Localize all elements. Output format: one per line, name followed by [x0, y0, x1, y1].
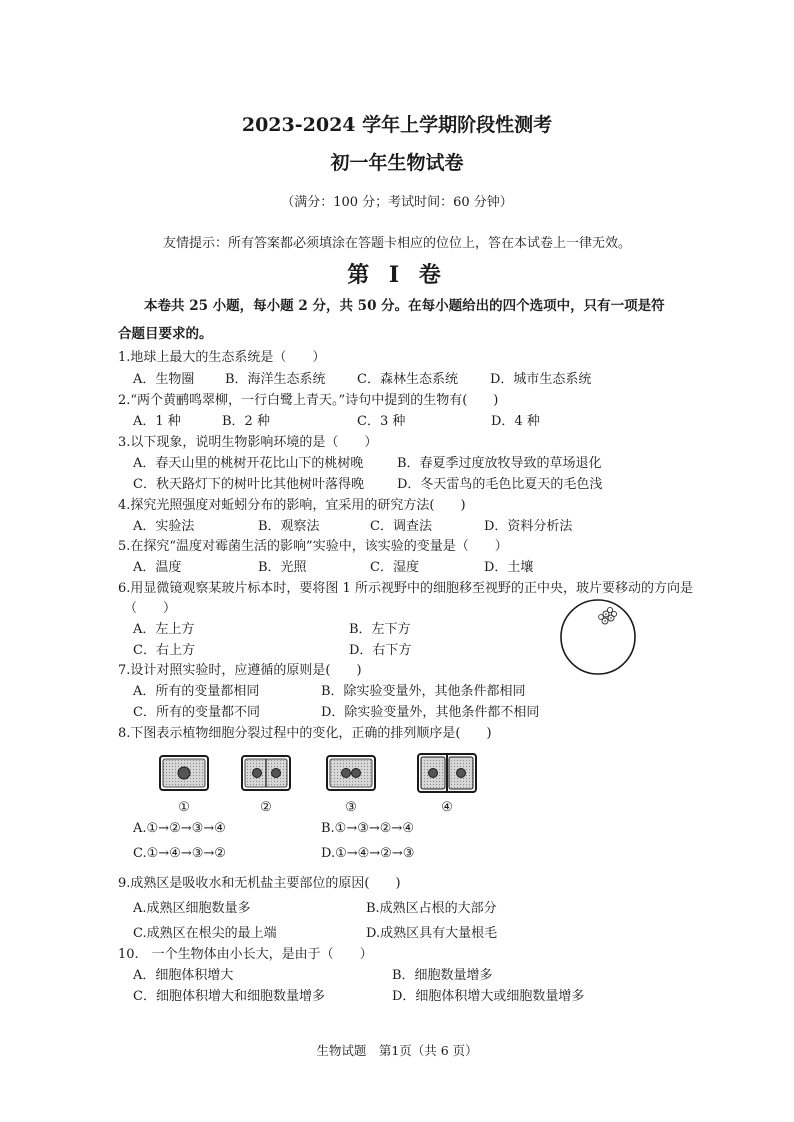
q6-option-b: B．左下方	[349, 622, 411, 637]
volume-heading: 第 Ⅰ 卷	[347, 262, 447, 288]
q10-option-b: B．细胞数量增多	[392, 968, 493, 983]
q7-option-c: C．所有的变量都不同	[133, 705, 260, 720]
q8-option-a: A.①→②→③→④	[133, 821, 226, 836]
q9-option-c: C.成熟区在根尖的最上端	[133, 926, 277, 941]
q5-option-b: B．光照	[258, 560, 307, 575]
page-footer: 生物试题 第1页（共 6 页）	[316, 1043, 478, 1058]
q2-option-a: A．1 种	[133, 414, 181, 429]
figure-label-3: ③	[345, 800, 357, 815]
q4-option-d: D．资料分析法	[484, 519, 573, 534]
q2-option-c: C．3 种	[357, 414, 406, 429]
q9-option-d: D.成熟区具有大量根毛	[366, 926, 498, 941]
q5-option-a: A．温度	[133, 560, 182, 575]
figure-label-2: ②	[260, 800, 272, 815]
cell-stage-3	[327, 756, 375, 790]
q10-option-a: A．细胞体积增大	[133, 968, 234, 983]
cell-stage-2	[242, 756, 290, 790]
exam-tip: 友情提示：所有答案都必须填涂在答题卡相应的位位上，答在本试卷上一律无效。	[162, 236, 631, 251]
q9-option-b: B.成熟区占根的大部分	[366, 901, 497, 916]
q1-option-c: C．森林生态系统	[357, 372, 458, 387]
question-1-stem: 1.地球上最大的生态系统是（ ）	[118, 350, 326, 365]
q3-option-d: D．冬天雷鸟的毛色比夏天的毛色浅	[397, 477, 603, 492]
q9-option-a: A.成熟区细胞数量多	[133, 901, 251, 916]
exam-meta: （满分：100 分；考试时间：60 分钟）	[281, 195, 513, 210]
q6-option-d: D．右下方	[349, 643, 412, 658]
question-4-stem: 4.探究光照强度对蚯蚓分布的影响，宜采用的研究方法( )	[118, 498, 466, 513]
q3-option-b: B．春夏季过度放牧导致的草场退化	[397, 456, 602, 471]
q6-option-c: C．右上方	[133, 643, 195, 658]
question-6-stem-cont: （ ）	[124, 601, 177, 616]
q5-option-c: C．湿度	[370, 560, 419, 575]
q2-option-d: D．4 种	[491, 414, 540, 429]
question-6-stem: 6.用显微镜观察某玻片标本时，要将图 1 所示视野中的细胞移至视野的正中央，玻片要移动的方向是	[118, 581, 693, 596]
question-5-stem: 5.在探究“温度对霉菌生活的影响”实验中，该实验的变量是（ ）	[118, 539, 508, 554]
cell-division-figure	[150, 750, 490, 816]
q8-option-d: D.①→④→②→③	[321, 846, 415, 861]
question-10-stem: 10. 一个生物体由小长大，是由于（ ）	[118, 947, 373, 962]
q2-option-b: B．2 种	[222, 414, 270, 429]
q1-option-b: B．海洋生态系统	[225, 372, 326, 387]
question-3-stem: 3.以下现象，说明生物影响环境的是（ ）	[118, 435, 378, 450]
section-intro-line1: 本卷共 25 小题，每小题 2 分，共 50 分。在每小题给出的四个选项中，只有一项是符	[144, 298, 665, 314]
q6-option-a: A．左上方	[133, 622, 195, 637]
question-2-stem: 2.“两个黄鹂鸣翠柳，一行白鹭上青天。”诗句中提到的生物有( )	[118, 393, 499, 408]
question-9-stem: 9.成熟区是吸收水和无机盐主要部位的原因( )	[118, 876, 401, 891]
q5-option-d: D．土壤	[484, 560, 534, 575]
question-7-stem: 7.设计对照实验时，应遵循的原则是( )	[118, 663, 362, 678]
q7-option-d: D．除实验变量外，其他条件都不相同	[321, 705, 540, 720]
q8-option-b: B.①→③→②→④	[321, 821, 414, 836]
q3-option-c: C．秋天路灯下的树叶比其他树叶落得晚	[133, 477, 364, 492]
q3-option-a: A．春天山里的桃树开花比山下的桃树晚	[133, 456, 364, 471]
q4-option-b: B．观察法	[258, 519, 320, 534]
q10-option-d: D．细胞体积增大或细胞数量增多	[392, 989, 585, 1004]
q4-option-c: C．调查法	[370, 519, 432, 534]
q4-option-a: A．实验法	[133, 519, 195, 534]
q1-option-d: D．城市生态系统	[490, 372, 592, 387]
exam-title: 2023-2024 学年上学期阶段性测考	[241, 114, 553, 136]
exam-subtitle: 初一年生物试卷	[330, 152, 464, 174]
q7-option-a: A．所有的变量都相同	[133, 684, 260, 699]
q8-option-c: C.①→④→③→②	[133, 846, 226, 861]
microscope-field-figure	[558, 598, 638, 678]
q1-option-a: A．生物圈	[133, 372, 195, 387]
section-intro-line2: 合题目要求的。	[118, 326, 213, 342]
question-8-stem: 8.下图表示植物细胞分裂过程中的变化，正确的排列顺序是( )	[118, 726, 492, 741]
q7-option-b: B．除实验变量外，其他条件都相同	[321, 684, 526, 699]
figure-label-4: ④	[441, 800, 453, 815]
figure-label-1: ①	[178, 800, 190, 815]
q10-option-c: C．细胞体积增大和细胞数量增多	[133, 989, 325, 1004]
cell-stage-1	[160, 756, 208, 790]
cell-stage-4	[418, 754, 476, 792]
